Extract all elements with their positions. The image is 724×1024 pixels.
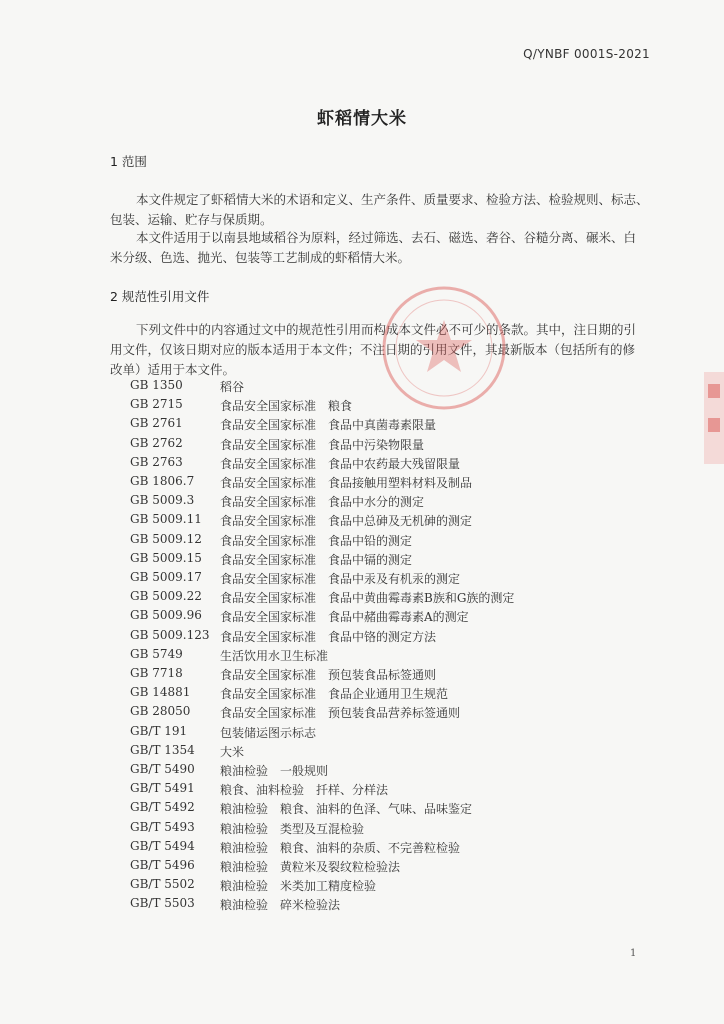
reference-name: 食品安全国家标准 食品中真菌毒素限量 [220,418,437,433]
reference-code: GB 1806.7 [130,474,195,488]
reference-code: GB 5009.123 [130,627,210,642]
reference-name: 食品安全国家标准 食品中铬的测定方法 [220,629,437,644]
side-stamp-mark-icon [702,372,724,464]
reference-code: GB/T 5490 [130,762,195,776]
reference-name: 包装储运图示标志 [220,725,317,740]
reference-name: 粮油检验 粮食、油料的杂质、不完善粒检验 [220,840,461,855]
scope-paragraph-1 [110,190,650,230]
reference-name: 粮油检验 米类加工精度检验 [220,879,377,894]
reference-name: 粮食、油料检验 扦样、分样法 [220,783,389,798]
ref-para-line2: 用文件，仅该日期对应的版本适用于本文件；不注日期的引用文件，其最新版本（包括所有的修 [110,342,636,357]
reference-name: 食品安全国家标准 预包装食品营养标签通则 [220,706,461,721]
reference-code: GB/T 191 [130,723,188,738]
reference-name: 食品安全国家标准 食品中农药最大残留限量 [220,456,461,471]
reference-name: 食品安全国家标准 食品中总砷及无机砷的测定 [220,514,473,529]
reference-code: GB 5009.15 [130,550,202,565]
reference-code: GB/T 5496 [130,858,195,872]
document-title: 虾稻情大米 [317,109,407,129]
reference-code: GB/T 5491 [130,781,195,796]
reference-code: GB 14881 [130,685,191,700]
reference-name: 食品安全国家标准 食品中汞及有机汞的测定 [220,572,461,586]
scope-para2-line2: 米分级、色选、抛光、包装等工艺制成的虾稻情大米。 [110,250,411,265]
reference-code: GB 5009.11 [130,512,202,527]
reference-code: GB 5009.96 [130,608,202,623]
reference-code: GB 1350 [130,378,183,392]
reference-name: 粮油检验 一般规则 [220,764,329,778]
reference-name: 食品安全国家标准 食品中水分的测定 [220,495,425,510]
reference-code: GB/T 1354 [130,742,195,757]
scope-para1-line2: 包装、运输、贮存与保质期。 [110,212,273,227]
reference-name: 粮油检验 类型及互混检验 [220,821,365,836]
reference-code: GB 5009.3 [130,493,195,508]
ref-para-line1: 下列文件中的内容通过文中的规范性引用而构成本文件必不可少的条款。其中，注日期的引 [136,322,637,337]
reference-name: 食品安全国家标准 食品中镉的测定 [220,552,413,567]
reference-code: GB/T 5493 [130,819,195,834]
reference-name: 食品安全国家标准 食品中污染物限量 [220,437,425,452]
reference-code: GB/T 5494 [130,838,195,853]
document-code: Q/YNBF 0001S-2021 [523,47,650,61]
reference-name: 大米 [220,744,245,759]
reference-name: 食品安全国家标准 食品企业通用卫生规范 [220,687,449,702]
scope-para2-line1: 本文件适用于以南县地域稻谷为原料，经过筛选、去石、磁选、砻谷、谷糙分离、碾米、白 [136,230,637,245]
reference-name: 粮油检验 黄粒米及裂纹粒检验法 [220,860,401,874]
reference-name: 食品安全国家标准 食品中赭曲霉毒素A的测定 [220,610,469,625]
reference-code: GB 7718 [130,666,183,680]
reference-code: GB 28050 [130,704,191,719]
reference-code: GB/T 5502 [130,877,195,892]
reference-code: GB 2715 [130,397,183,412]
reference-name: 食品安全国家标准 粮食 [220,399,353,414]
reference-name: 食品安全国家标准 食品中铅的测定 [220,533,413,548]
reference-code: GB/T 5503 [130,896,195,911]
reference-name: 生活饮用水卫生标准 [220,648,329,663]
reference-code: GB/T 5492 [130,800,195,815]
scope-paragraph-2 [110,228,650,268]
reference-name: 稻谷 [220,380,245,394]
reference-name: 粮油检验 碎米检验法 [220,898,341,913]
section-1-heading: 1 范围 [110,154,147,169]
reference-name: 食品安全国家标准 食品接触用塑料材料及制品 [220,476,473,490]
page-number: 1 [630,948,637,959]
reference-name: 食品安全国家标准 预包装食品标签通则 [220,668,437,682]
reference-code: GB 5009.17 [130,570,202,584]
reference-code: GB 5009.12 [130,531,202,546]
reference-code: GB 2762 [130,435,183,450]
scope-para1-line1: 本文件规定了虾稻情大米的术语和定义、生产条件、质量要求、检验方法、检验规则、标志、 [136,192,649,207]
section-2-heading: 2 规范性引用文件 [110,289,210,304]
reference-name: 食品安全国家标准 食品中黄曲霉毒素B族和G族的测定 [220,591,515,606]
reference-name: 粮油检验 粮食、油料的色泽、气味、品味鉴定 [220,802,473,817]
reference-code: GB 2761 [130,416,183,431]
company-seal-icon [378,282,510,414]
reference-code: GB 5749 [130,646,183,661]
reference-code: GB 5009.22 [130,589,202,604]
reference-code: GB 2763 [130,454,183,469]
ref-para-line3: 改单）适用于本文件。 [110,362,236,377]
